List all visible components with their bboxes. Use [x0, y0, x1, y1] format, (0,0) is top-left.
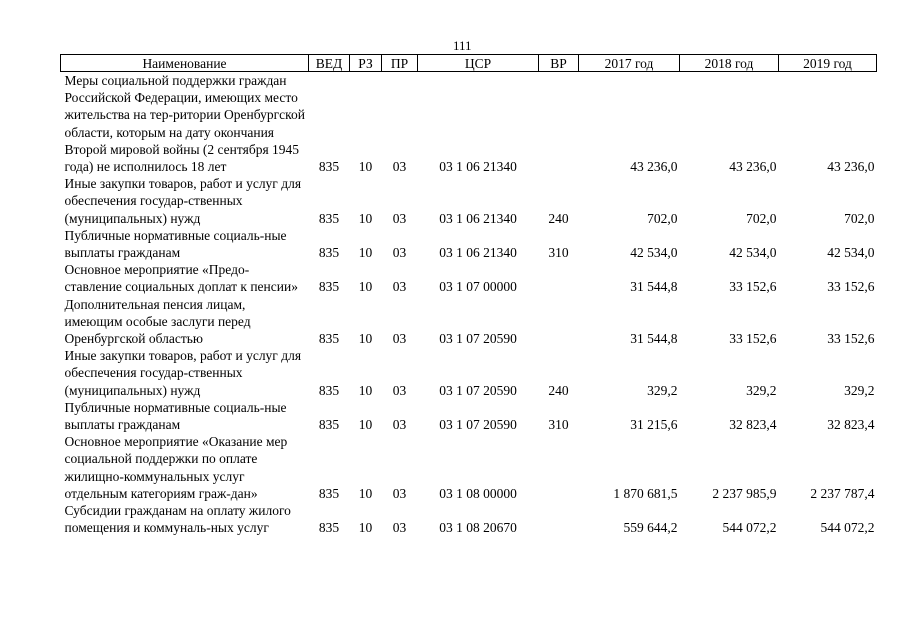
row-vr: 240	[548, 382, 569, 398]
row-ved: 835	[318, 382, 340, 398]
row-amount-2018: 33 152,6	[729, 279, 777, 295]
row-pr: 03	[392, 485, 407, 501]
row-csr: 03 1 08 00000	[439, 485, 517, 501]
table-row	[61, 261, 877, 295]
table-row	[61, 296, 877, 348]
header-2019: 2019 год	[779, 55, 877, 72]
row-amount-2019: 33 152,6	[827, 279, 875, 295]
row-amount-2017: 31 544,8	[630, 279, 678, 295]
row-pr: 03	[392, 159, 407, 175]
row-name: Дополнительная пенсия лицам, имеющим особые заслуги перед Оренбургской областью	[64, 296, 251, 347]
row-amount-2018: 32 823,4	[729, 417, 777, 433]
header-vr: ВР	[539, 55, 579, 72]
row-ved: 835	[318, 279, 340, 295]
row-vr: 310	[548, 417, 569, 433]
row-rz: 10	[358, 382, 373, 398]
table-header-row	[61, 55, 877, 72]
row-pr: 03	[392, 520, 407, 536]
row-amount-2018: 42 534,0	[729, 245, 777, 261]
row-ved: 835	[318, 331, 340, 347]
row-amount-2017: 1 870 681,5	[613, 485, 678, 501]
row-ved: 835	[318, 520, 340, 536]
row-amount-2017: 559 644,2	[623, 520, 678, 536]
row-pr: 03	[392, 417, 407, 433]
row-amount-2017: 702,0	[647, 210, 678, 226]
table-row	[61, 502, 877, 536]
row-csr: 03 1 07 20590	[439, 417, 517, 433]
row-csr: 03 1 07 00000	[439, 279, 517, 295]
table-row	[61, 433, 877, 502]
table-row	[61, 227, 877, 261]
row-amount-2017: 31 544,8	[630, 331, 678, 347]
row-vr: 240	[548, 210, 569, 226]
budget-table	[60, 54, 877, 536]
table-body	[61, 72, 877, 537]
row-amount-2018: 544 072,2	[722, 520, 777, 536]
row-ved: 835	[318, 245, 340, 261]
row-rz: 10	[358, 520, 373, 536]
header-name: Наименование	[61, 55, 309, 72]
row-amount-2018: 702,0	[746, 210, 777, 226]
row-csr: 03 1 08 20670	[439, 520, 517, 536]
row-amount-2017: 43 236,0	[630, 159, 678, 175]
row-pr: 03	[392, 245, 407, 261]
row-name: Иные закупки товаров, работ и услуг для обеспечения государ-ственных (муниципальных) нужд	[64, 348, 302, 398]
row-amount-2018: 329,2	[746, 382, 777, 398]
row-amount-2019: 42 534,0	[827, 245, 875, 261]
row-vr	[539, 72, 579, 176]
row-amount-2019: 544 072,2	[820, 520, 875, 536]
row-ved: 835	[318, 159, 340, 175]
row-vr	[539, 296, 579, 348]
header-2017: 2017 год	[579, 55, 680, 72]
row-csr: 03 1 07 20590	[439, 331, 517, 347]
row-amount-2019: 43 236,0	[827, 159, 875, 175]
row-amount-2018: 43 236,0	[729, 159, 777, 175]
row-name: Меры социальной поддержки граждан Российской Федерации, имеющих место жительства на тер-ритории Оренбургской области, которым на дату окончания Второй мировой войны (2 сентября 1945 года) не исполнилось 18 лет	[64, 73, 305, 175]
row-amount-2017: 31 215,6	[630, 417, 678, 433]
row-csr: 03 1 06 21340	[439, 245, 517, 261]
table-row	[61, 72, 877, 176]
row-ved: 835	[318, 210, 340, 226]
row-rz: 10	[358, 279, 373, 295]
row-ved: 835	[318, 417, 340, 433]
row-amount-2017: 329,2	[647, 382, 678, 398]
header-rz: РЗ	[350, 55, 382, 72]
header-2018: 2018 год	[680, 55, 779, 72]
row-vr: 310	[548, 245, 569, 261]
row-name: Публичные нормативные социаль-ные выплаты гражданам	[64, 399, 287, 433]
row-amount-2019: 2 237 787,4	[810, 485, 875, 501]
row-rz: 10	[358, 245, 373, 261]
row-vr	[539, 502, 579, 536]
row-amount-2019: 33 152,6	[827, 331, 875, 347]
row-pr: 03	[392, 279, 407, 295]
row-rz: 10	[358, 331, 373, 347]
page-number: 111	[453, 38, 472, 53]
row-vr	[539, 261, 579, 295]
row-pr: 03	[392, 210, 407, 226]
row-name: Субсидии гражданам на оплату жилого помещения и коммуналь-ных услуг	[64, 503, 291, 536]
row-vr	[539, 433, 579, 502]
row-name: Основное мероприятие «Оказание мер социальной поддержки по оплате жилищно-коммунальных услуг отдельным категориям граж-дан»	[64, 434, 288, 501]
row-name: Основное мероприятие «Предо-ставление социальных доплат к пенсии»	[64, 262, 298, 295]
row-rz: 10	[358, 159, 373, 175]
row-amount-2018: 2 237 985,9	[712, 485, 777, 501]
row-rz: 10	[358, 210, 373, 226]
row-rz: 10	[358, 485, 373, 501]
row-amount-2017: 42 534,0	[630, 245, 678, 261]
row-ved: 835	[318, 485, 340, 501]
row-pr: 03	[392, 382, 407, 398]
table-row	[61, 347, 877, 399]
row-amount-2019: 702,0	[844, 210, 875, 226]
row-csr: 03 1 06 21340	[439, 210, 517, 226]
row-amount-2018: 33 152,6	[729, 331, 777, 347]
row-csr: 03 1 06 21340	[439, 159, 517, 175]
row-rz: 10	[358, 417, 373, 433]
table-row	[61, 175, 877, 227]
row-amount-2019: 329,2	[844, 382, 875, 398]
row-name: Иные закупки товаров, работ и услуг для обеспечения государ-ственных (муниципальных) нужд	[64, 176, 302, 226]
row-csr: 03 1 07 20590	[439, 382, 517, 398]
header-csr: ЦСР	[418, 55, 539, 72]
table-row	[61, 399, 877, 433]
header-pr: ПР	[382, 55, 418, 72]
header-ved: ВЕД	[309, 55, 350, 72]
row-pr: 03	[392, 331, 407, 347]
row-amount-2019: 32 823,4	[827, 417, 875, 433]
row-name: Публичные нормативные социаль-ные выплаты гражданам	[64, 227, 287, 261]
